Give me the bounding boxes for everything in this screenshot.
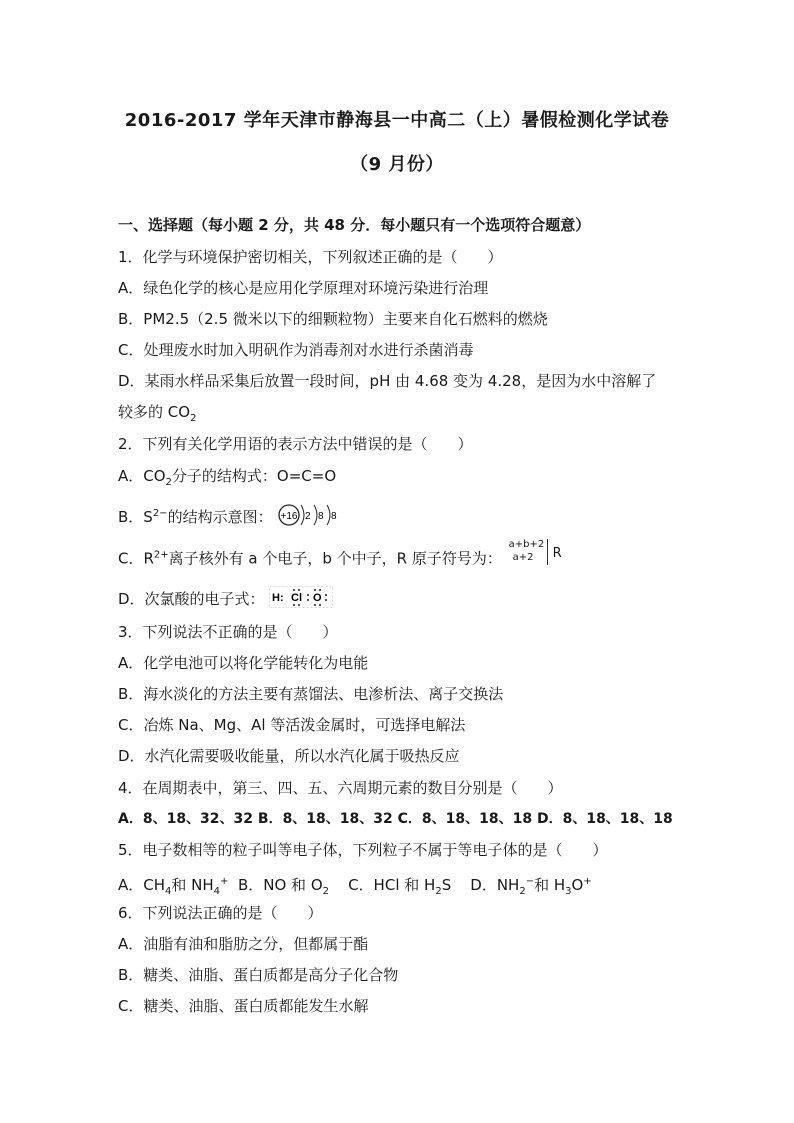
nuclide-mass-number: a+b+2	[508, 539, 545, 550]
q6-option-a: A．油脂有油和脂肪之分，但都属于酯	[118, 935, 369, 953]
q5-options: A．$CH_4$和 $NH_4^+$ B．NO 和 $O_2$ C．HCl 和 $H_2S$ D．$NH_2^-$和 $H_3O^+$	[118, 876, 592, 897]
q3-stem: 3．下列说法不正确的是（ ）	[118, 623, 338, 641]
nuclide-atomic-number: a+2	[512, 552, 534, 563]
hypochlorous-acid-electron-formula	[269, 586, 333, 613]
q1-option-d-continued: 较多的 $CO_2$	[118, 403, 197, 424]
q1-stem: 1．化学与环境保护密切相关，下列叙述正确的是（ ）	[118, 248, 503, 266]
shell-3-count: 8	[331, 511, 337, 522]
q4-options: A．8、18、32、32 B．8、18、18、32 C．8、18、18、18 D．8、18、18、18	[118, 811, 673, 827]
q1-option-a: A．绿色化学的核心是应用化学原理对环境污染进行治理	[118, 279, 489, 297]
q3-option-d: D．水汽化需要吸收能量，所以水汽化属于吸热反应	[118, 747, 460, 765]
q2-stem: 2．下列有关化学用语的表示方法中错误的是（ ）	[118, 435, 473, 453]
q2-option-d: D．次氯酸的电子式： H: Cl O	[118, 586, 333, 613]
nuclide-divider	[547, 539, 548, 565]
section-heading: 一、选择题（每小题 2 分，共 48 分．每小题只有一个选项符合题意）	[118, 216, 591, 234]
q2-option-a: A．$CO_2$分子的结构式：O=C=O	[118, 467, 337, 488]
q2-option-c: C．$R^{2+}$离子核外有 a 个电子，b 个中子，R 原子符号为： a+b+2 a+2 R	[118, 544, 567, 574]
svg-text:H:: H:	[272, 592, 284, 604]
q5-stem: 5．电子数相等的粒子叫等电子体，下列粒子不属于等电子体的是（ ）	[118, 841, 608, 859]
sulfide-ion-structure-diagram	[277, 502, 339, 533]
q3-option-a: A．化学电池可以将化学能转化为电能	[118, 654, 369, 672]
q6-stem: 6．下列说法正确的是（ ）	[118, 904, 323, 922]
exam-title: 2016-2017 学年天津市静海县一中高二（上）暑假检测化学试卷	[124, 110, 670, 131]
q1-option-d: D．某雨水样品采集后放置一段时间，pH 由 4.68 变为 4.28，是因为水中溶解了	[118, 372, 657, 390]
svg-text:O: O	[313, 592, 322, 604]
nuclide-element: R	[552, 546, 562, 561]
shell-1-count: 2	[305, 511, 311, 522]
shell-2-count: 8	[318, 511, 324, 522]
q2-option-b: B．$S^{2-}$的结构示意图： +16 2 8 8	[118, 502, 339, 533]
q3-option-c: C．冶炼 Na、Mg、Al 等活泼金属时，可选择电解法	[118, 716, 466, 734]
q1-option-b: B．PM2.5（2.5 微米以下的细颗粒物）主要来自化石燃料的燃烧	[118, 310, 548, 328]
q6-option-c: C．糖类、油脂、蛋白质都能发生水解	[118, 997, 369, 1015]
exam-subtitle: （9 月份）	[350, 154, 444, 175]
q6-option-b: B．糖类、油脂、蛋白质都是高分子化合物	[118, 966, 399, 984]
nuclide-symbol	[507, 539, 567, 572]
svg-text:Cl: Cl	[291, 592, 303, 604]
q1-option-c: C．处理废水时加入明矾作为消毒剂对水进行杀菌消毒	[118, 341, 474, 359]
q3-option-b: B．海水淡化的方法主要有蒸馏法、电渗析法、离子交换法	[118, 685, 504, 703]
nucleus-charge: +16	[280, 511, 298, 522]
q4-stem: 4．在周期表中，第三、四、五、六周期元素的数目分别是（ ）	[118, 779, 563, 797]
